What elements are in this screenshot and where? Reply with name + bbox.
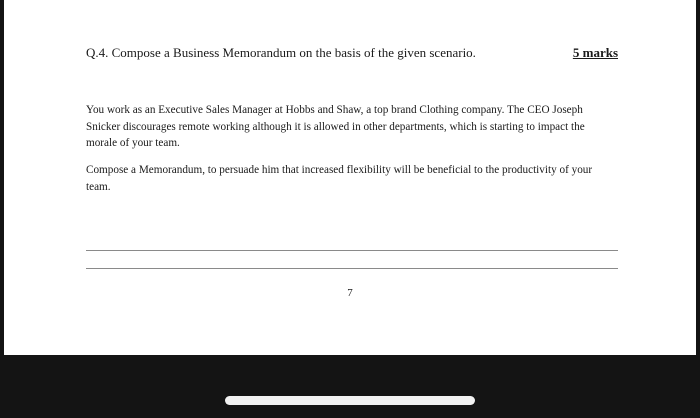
question-header (86, 44, 618, 62)
question-title: Q.4. Compose a Business Memorandum on the basis of the given scenario. (86, 45, 476, 60)
document-page (4, 0, 696, 355)
divider-line (86, 250, 618, 251)
marks-label: 5 marks (572, 45, 618, 60)
home-indicator[interactable] (225, 396, 475, 405)
task-paragraph: Compose a Memorandum, to persuade him that increased flexibility will be beneficial to the productivity of your team. (86, 164, 593, 193)
page-number: 7 (347, 287, 353, 299)
divider-line (86, 268, 618, 269)
scenario-paragraph: You work as an Executive Sales Manager at Hobbs and Shaw, a top brand Clothing company. The CEO Joseph Snicker discourages remote working although it is allowed in other departments, which is starting to impact the morale of your team. (86, 104, 585, 149)
